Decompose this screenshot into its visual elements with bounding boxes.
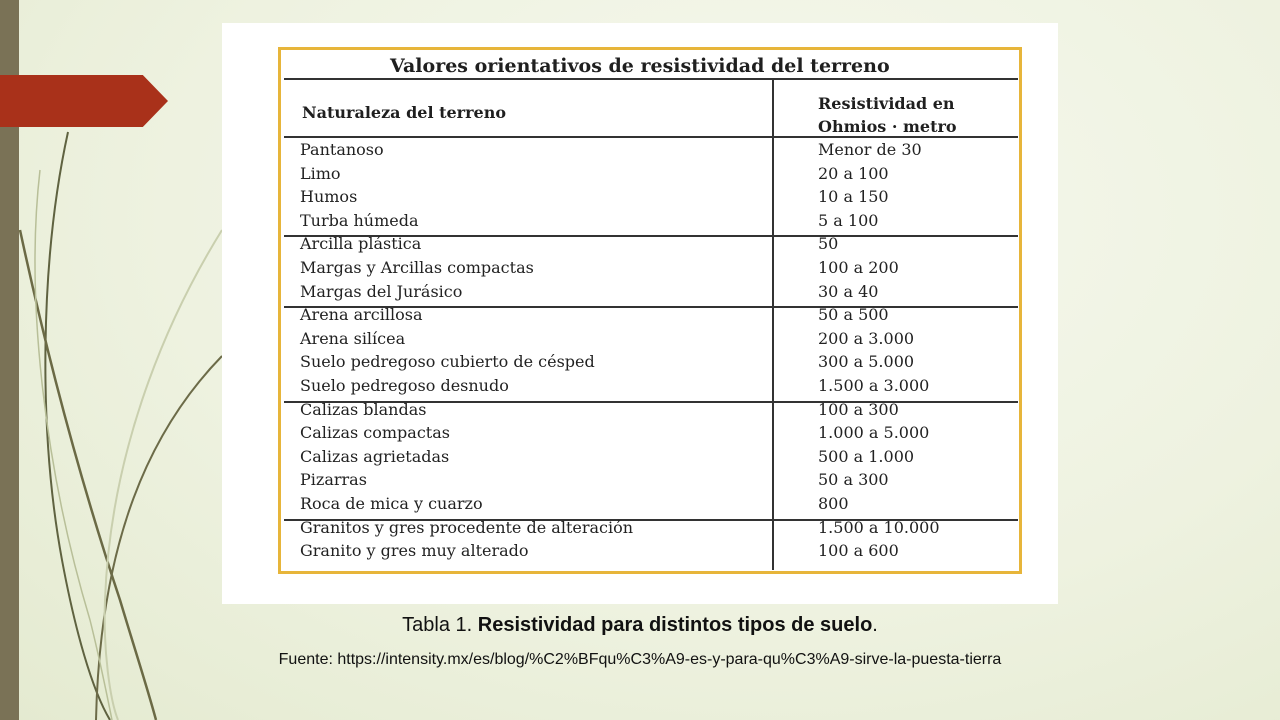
accent-flag	[0, 75, 168, 127]
terrain-cell: Suelo pedregoso cubierto de césped	[300, 352, 595, 372]
terrain-cell: Arena silícea	[300, 328, 406, 348]
resistivity-cell: 5 a 100	[818, 210, 879, 230]
terrain-cell: Turba húmeda	[300, 210, 419, 230]
terrain-cell: Arena arcillosa	[300, 305, 423, 325]
terrain-cell: Arcilla plástica	[300, 234, 422, 254]
terrain-cell: Roca de mica y cuarzo	[300, 494, 483, 513]
table-title: Valores orientativos de resistividad del terreno	[390, 55, 890, 77]
terrain-cell: Margas y Arcillas compactas	[300, 258, 534, 277]
table-body	[222, 23, 1058, 604]
resistivity-cell: 1.500 a 3.000	[818, 376, 930, 395]
resistivity-cell: 100 a 200	[818, 258, 899, 277]
terrain-cell: Calizas blandas	[300, 399, 427, 419]
resistivity-cell: 50 a 300	[818, 470, 889, 490]
caption-end: .	[872, 614, 878, 636]
resistivity-cell: Menor de 30	[818, 140, 922, 159]
resistivity-cell: 200 a 3.000	[818, 328, 915, 348]
terrain-cell: Suelo pedregoso desnudo	[300, 376, 509, 395]
terrain-cell: Granitos y gres procedente de alteración	[300, 517, 634, 537]
resistivity-cell: 1.000 a 5.000	[818, 423, 930, 443]
source-citation: Fuente: https://intensity.mx/es/blog/%C2%BFqu%C3%A9-es-y-para-qu%C3%A9-sirve-la-puesta-tierra	[278, 651, 1002, 668]
caption-text: Resistividad para distintos tipos de suelo	[477, 614, 873, 636]
resistivity-table-image	[222, 23, 1058, 604]
resistivity-cell: 50 a 500	[818, 305, 889, 325]
caption-separator: .	[466, 614, 478, 636]
resistivity-cell: 100 a 300	[818, 399, 899, 419]
terrain-cell: Pizarras	[300, 470, 367, 490]
resistivity-cell: 300 a 5.000	[818, 352, 915, 372]
resistivity-cell: 20 a 100	[818, 163, 889, 183]
resistivity-cell: 1.500 a 10.000	[818, 517, 940, 537]
resistivity-cell: 30 a 40	[818, 281, 879, 301]
terrain-cell: Humos	[300, 187, 358, 207]
resistivity-cell: 500 a 1.000	[818, 446, 915, 466]
terrain-cell: Margas del Jurásico	[300, 281, 463, 301]
table-caption	[0, 614, 1280, 637]
resistivity-cell: 100 a 600	[818, 541, 899, 561]
terrain-cell: Pantanoso	[300, 140, 384, 159]
terrain-cell: Calizas agrietadas	[300, 446, 450, 466]
resistivity-cell: 50	[818, 234, 839, 254]
terrain-cell: Calizas compactas	[300, 423, 450, 443]
header-resistivity-line1: Resistividad en	[818, 94, 955, 113]
caption-label: Tabla 1	[402, 614, 467, 636]
resistivity-cell: 800	[818, 494, 849, 513]
terrain-cell: Limo	[300, 163, 341, 183]
terrain-cell: Granito y gres muy alterado	[300, 541, 529, 561]
header-terrain: Naturaleza del terreno	[302, 103, 507, 122]
header-resistivity-line2: Ohmios · metro	[818, 117, 957, 136]
resistivity-cell: 10 a 150	[818, 187, 889, 207]
